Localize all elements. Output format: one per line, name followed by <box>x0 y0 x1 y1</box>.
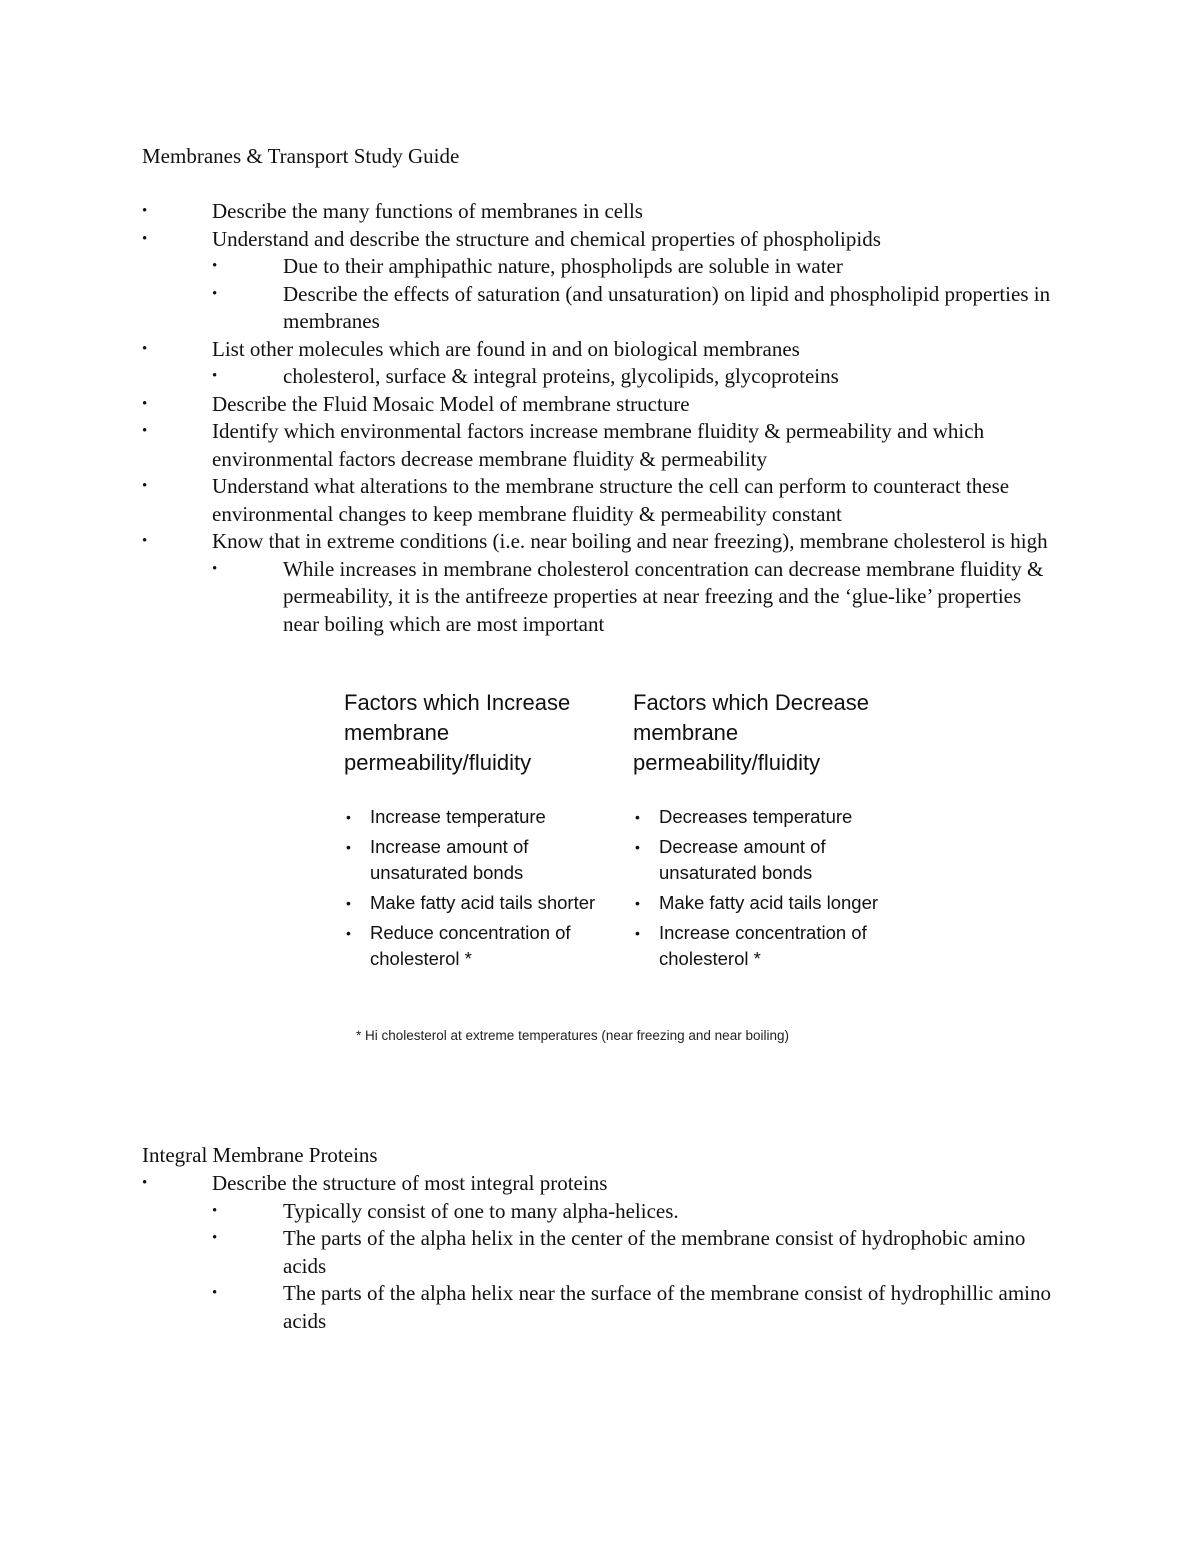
study-guide-list <box>142 198 1062 638</box>
increase-column <box>344 688 624 976</box>
list-item: • The parts of the alpha helix near the surface of the membrane consist of hydrophillic amino acids <box>212 1281 1051 1333</box>
bullet-icon: • <box>635 809 640 825</box>
list-item: • Increase temperature <box>344 804 624 830</box>
decrease-list <box>633 804 913 972</box>
list-item: • Typically consist of one to many alpha-helices. <box>142 1198 1062 1226</box>
factors-table <box>344 688 924 1058</box>
list-item: • Know that in extreme conditions (i.e. near boiling and near freezing), membrane cholesterol is high <box>142 528 1062 556</box>
list-item: • Describe the Fluid Mosaic Model of membrane structure <box>142 391 1062 419</box>
list-item: • Decrease amount of unsaturated bonds <box>635 836 826 883</box>
decrease-column <box>633 688 913 976</box>
list-item: • Make fatty acid tails longer <box>633 890 913 916</box>
list-item: • Make fatty acid tails shorter <box>344 890 624 916</box>
bullet-icon: • <box>142 395 148 412</box>
bullet-icon: • <box>635 839 640 855</box>
integral-proteins-list <box>142 1170 1062 1335</box>
list-item: • Describe the effects of saturation (and unsaturation) on lipid and phospholipid properties in membranes <box>212 281 1051 333</box>
bullet-icon: • <box>212 1230 218 1246</box>
list-item: • List other molecules which are found in and on biological membranes <box>142 336 1062 364</box>
list-item: • Describe the many functions of membranes in cells <box>142 198 1062 226</box>
table-footnote: * Hi cholesterol at extreme temperatures (near freezing and near boiling) <box>356 1028 789 1043</box>
list-item: • cholesterol, surface & integral proteins, glycolipids, glycoproteins <box>142 363 1062 391</box>
bullet-icon: • <box>212 258 218 274</box>
bullet-icon: • <box>142 340 148 357</box>
bullet-icon: • <box>212 1285 218 1301</box>
bullet-icon: • <box>142 230 148 247</box>
list-item: • Increase concentration of cholesterol * <box>635 922 867 969</box>
bullet-icon: • <box>346 839 351 855</box>
bullet-icon: • <box>212 1202 218 1219</box>
bullet-icon: • <box>346 925 351 941</box>
list-item: • Due to their amphipathic nature, phospholipds are soluble in water <box>142 253 1062 281</box>
decrease-heading: Factors which Decrease membrane permeability/fluidity <box>633 690 869 775</box>
section-title: Integral Membrane Proteins <box>142 1143 378 1167</box>
page-title: Membranes & Transport Study Guide <box>142 144 460 168</box>
list-item: • Decreases temperature <box>633 804 913 830</box>
list-item: • Understand and describe the structure and chemical properties of phospholipids <box>142 226 1062 254</box>
list-item: • Understand what alterations to the membrane structure the cell can perform to counteract these environmental changes to keep membrane fluidity & permeability constant <box>142 474 1010 526</box>
bullet-icon: • <box>142 1175 148 1191</box>
bullet-icon: • <box>635 895 640 911</box>
list-item: • Reduce concentration of cholesterol * <box>346 922 571 969</box>
increase-list <box>344 804 624 972</box>
list-item: • Increase amount of unsaturated bonds <box>346 836 529 883</box>
bullet-icon: • <box>212 368 218 384</box>
list-item: • While increases in membrane cholesterol concentration can decrease membrane fluidity & permeability, it is the antifreeze properties at near freezing and the ‘glue-like’ properties near boiling which are most important <box>212 556 1044 636</box>
increase-heading: Factors which Increase membrane permeability/fluidity <box>344 690 571 775</box>
list-item: • Describe the structure of most integral proteins <box>142 1170 1062 1198</box>
bullet-icon: • <box>635 925 640 941</box>
bullet-icon: • <box>142 423 148 439</box>
bullet-icon: • <box>346 895 351 911</box>
bullet-icon: • <box>346 809 351 825</box>
bullet-icon: • <box>212 285 218 302</box>
bullet-icon: • <box>142 478 148 494</box>
bullet-icon: • <box>212 560 218 577</box>
bullet-icon: • <box>142 203 148 219</box>
list-item: • Identify which environmental factors increase membrane fluidity & permeability and which environmental factors decrease membrane fluidity & permeability <box>142 419 985 471</box>
bullet-icon: • <box>142 533 148 549</box>
list-item: • The parts of the alpha helix in the center of the membrane consist of hydrophobic amino acids <box>212 1226 1026 1278</box>
